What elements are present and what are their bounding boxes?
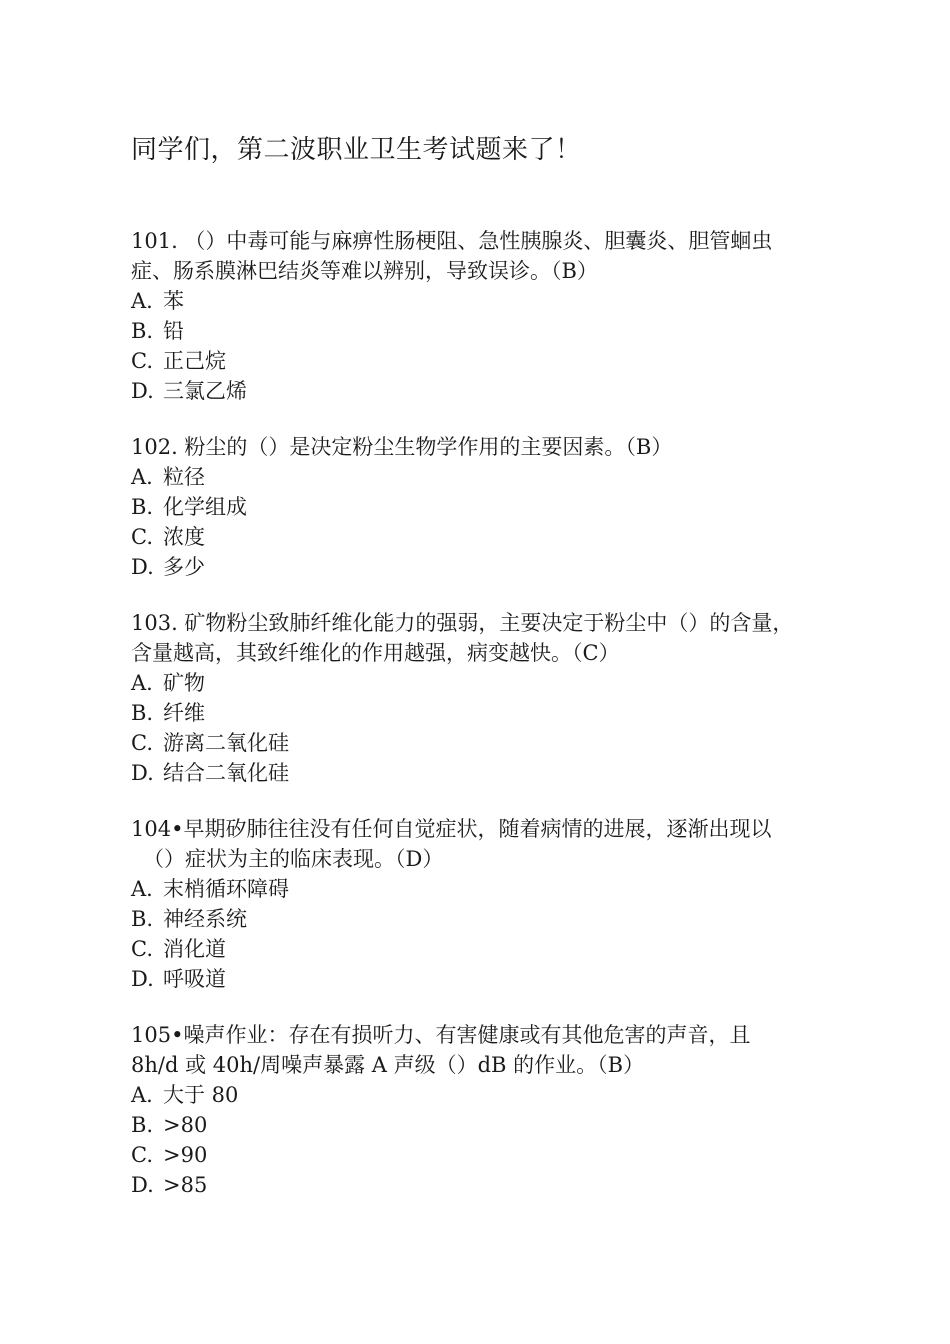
question-stem xyxy=(131,814,831,874)
question-stem xyxy=(131,1020,831,1080)
option-b xyxy=(131,1110,831,1140)
option-letter: B. xyxy=(131,319,154,343)
option-a xyxy=(131,286,831,316)
option-list xyxy=(131,874,831,994)
option-text: 苯 xyxy=(163,289,184,313)
option-d xyxy=(131,376,831,406)
option-list xyxy=(131,1080,831,1200)
question-104 xyxy=(131,814,831,994)
option-text: 浓度 xyxy=(163,525,205,549)
option-d xyxy=(131,964,831,994)
option-text: 游离二氧化硅 xyxy=(163,731,289,755)
option-letter: D. xyxy=(131,379,154,403)
option-c xyxy=(131,346,831,376)
option-c xyxy=(131,728,831,758)
question-stem xyxy=(131,432,831,462)
document-content xyxy=(131,130,831,1226)
question-105 xyxy=(131,1020,831,1200)
question-stem xyxy=(131,226,831,286)
option-letter: B. xyxy=(131,701,154,725)
option-text: 三氯乙烯 xyxy=(163,379,247,403)
option-b xyxy=(131,316,831,346)
option-text: >80 xyxy=(163,1113,208,1137)
option-text: 结合二氧化硅 xyxy=(163,761,289,785)
option-text: 大于 80 xyxy=(163,1083,239,1107)
question-stem-line: 102. 粉尘的（）是决定粉尘生物学作用的主要因素。（B） xyxy=(131,435,673,459)
option-letter: A. xyxy=(131,877,153,901)
option-letter: A. xyxy=(131,289,153,313)
question-stem-line: （）症状为主的临床表现。（D） xyxy=(143,847,444,871)
option-text: 纤维 xyxy=(163,701,205,725)
option-c xyxy=(131,934,831,964)
option-b xyxy=(131,492,831,522)
option-letter: C. xyxy=(131,525,153,549)
option-text: 神经系统 xyxy=(163,907,247,931)
document-title: 同学们，第二波职业卫生考试题来了！ xyxy=(131,135,582,165)
option-letter: B. xyxy=(131,907,154,931)
option-b xyxy=(131,698,831,728)
option-text: 多少 xyxy=(163,555,205,579)
option-text: 铅 xyxy=(163,319,184,343)
option-text: 呼吸道 xyxy=(163,967,226,991)
option-text: >85 xyxy=(163,1173,208,1197)
question-102 xyxy=(131,432,831,582)
option-text: 矿物 xyxy=(163,671,205,695)
question-101 xyxy=(131,226,831,406)
question-stem-line: 症、肠系膜淋巴结炎等难以辨别，导致误诊。（B） xyxy=(131,259,598,283)
option-text: 正己烷 xyxy=(163,349,226,373)
question-stem-line: 104•早期矽肺往往没有任何自觉症状，随着病情的进展，逐渐出现以 xyxy=(131,817,772,841)
question-stem-line: 105•噪声作业：存在有损听力、有害健康或有其他危害的声音，且 xyxy=(131,1023,751,1047)
option-letter: B. xyxy=(131,495,154,519)
question-stem-line: 8h/d 或 40h/周噪声暴露 A 声级（）dB 的作业。（B） xyxy=(131,1053,645,1077)
question-103 xyxy=(131,608,831,788)
option-list xyxy=(131,286,831,406)
option-a xyxy=(131,1080,831,1110)
option-letter: D. xyxy=(131,761,154,785)
option-b xyxy=(131,904,831,934)
question-stem-line: 103. 矿物粉尘致肺纤维化能力的强弱，主要决定于粉尘中（）的含量， xyxy=(131,611,794,635)
option-c xyxy=(131,1140,831,1170)
option-a xyxy=(131,668,831,698)
question-stem xyxy=(131,608,831,668)
option-letter: A. xyxy=(131,671,153,695)
option-letter: D. xyxy=(131,555,154,579)
option-text: 化学组成 xyxy=(163,495,247,519)
option-list xyxy=(131,668,831,788)
option-text: 粒径 xyxy=(163,465,205,489)
option-a xyxy=(131,462,831,492)
option-letter: C. xyxy=(131,731,153,755)
option-letter: D. xyxy=(131,967,154,991)
option-text: 消化道 xyxy=(163,937,226,961)
option-text: >90 xyxy=(163,1143,208,1167)
option-letter: A. xyxy=(131,1083,153,1107)
option-letter: B. xyxy=(131,1113,154,1137)
question-stem-line: 含量越高，其致纤维化的作用越强，病变越快。（C） xyxy=(131,641,620,665)
option-letter: C. xyxy=(131,1143,153,1167)
question-stem-line: 101. （）中毒可能与麻痹性肠梗阻、急性胰腺炎、胆囊炎、胆管蛔虫 xyxy=(131,229,773,253)
option-letter: C. xyxy=(131,349,153,373)
option-d xyxy=(131,552,831,582)
option-letter: C. xyxy=(131,937,153,961)
option-a xyxy=(131,874,831,904)
option-text: 末梢循环障碍 xyxy=(163,877,289,901)
option-list xyxy=(131,462,831,582)
option-c xyxy=(131,522,831,552)
option-letter: A. xyxy=(131,465,153,489)
option-letter: D. xyxy=(131,1173,154,1197)
option-d xyxy=(131,1170,831,1200)
option-d xyxy=(131,758,831,788)
